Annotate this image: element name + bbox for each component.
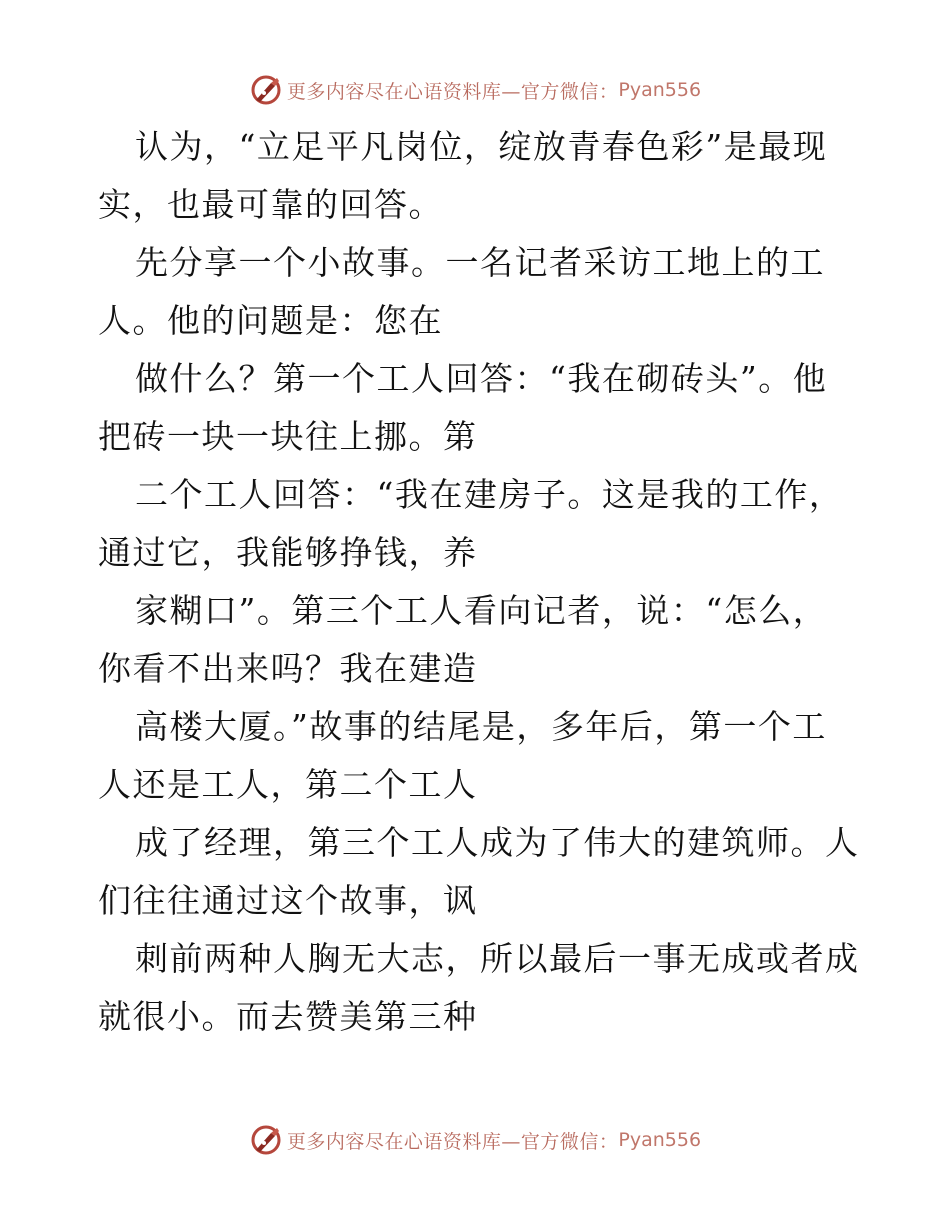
- text-line: 高楼大厦。”故事的结尾是，多年后，第一个工: [135, 707, 827, 746]
- text-line: 家糊口”。第三个工人看向记者，说：“怎么，: [135, 591, 828, 630]
- text-line: 通过它，我能够挣钱，养: [98, 533, 478, 572]
- document-body: [98, 118, 858, 1046]
- text-line: 成了经理，第三个工人成为了伟大的建筑师。人: [135, 823, 860, 862]
- footer-banner-text: 更多内容尽在心语资料库—官方微信：: [286, 1130, 619, 1153]
- footer-banner: [0, 1120, 950, 1160]
- text-line: 们往往通过这个故事，讽: [98, 881, 478, 920]
- text-line: 人。他的问题是：您在: [98, 301, 443, 340]
- text-line: 二个工人回答：“我在建房子。这是我的工作，: [135, 475, 844, 514]
- text-line: 把砖一块一块往上挪。第: [98, 417, 478, 456]
- header-banner-text: 更多内容尽在心语资料库—官方微信：: [286, 80, 619, 103]
- text-line: 就很小。而去赞美第三种: [98, 997, 478, 1036]
- text-line: 刺前两种人胸无大志，所以最后一事无成或者成: [135, 939, 860, 978]
- pen-logo-icon: [249, 1123, 283, 1157]
- footer-banner-id: Pyan556: [618, 1129, 702, 1151]
- text-line: 实，也最可靠的回答。: [98, 185, 443, 224]
- text-line: 认为，“立足平凡岗位，绽放青春色彩”是最现: [135, 127, 828, 166]
- text-line: 你看不出来吗？我在建造: [98, 649, 478, 688]
- header-banner-id: Pyan556: [618, 79, 702, 101]
- text-line: 做什么？第一个工人回答：“我在砌砖头”。他: [135, 359, 828, 398]
- text-line: 先分享一个小故事。一名记者采访工地上的工: [135, 243, 825, 282]
- pen-logo-icon: [249, 73, 283, 107]
- text-line: 人还是工人，第二个工人: [98, 765, 478, 804]
- header-banner: [0, 70, 950, 110]
